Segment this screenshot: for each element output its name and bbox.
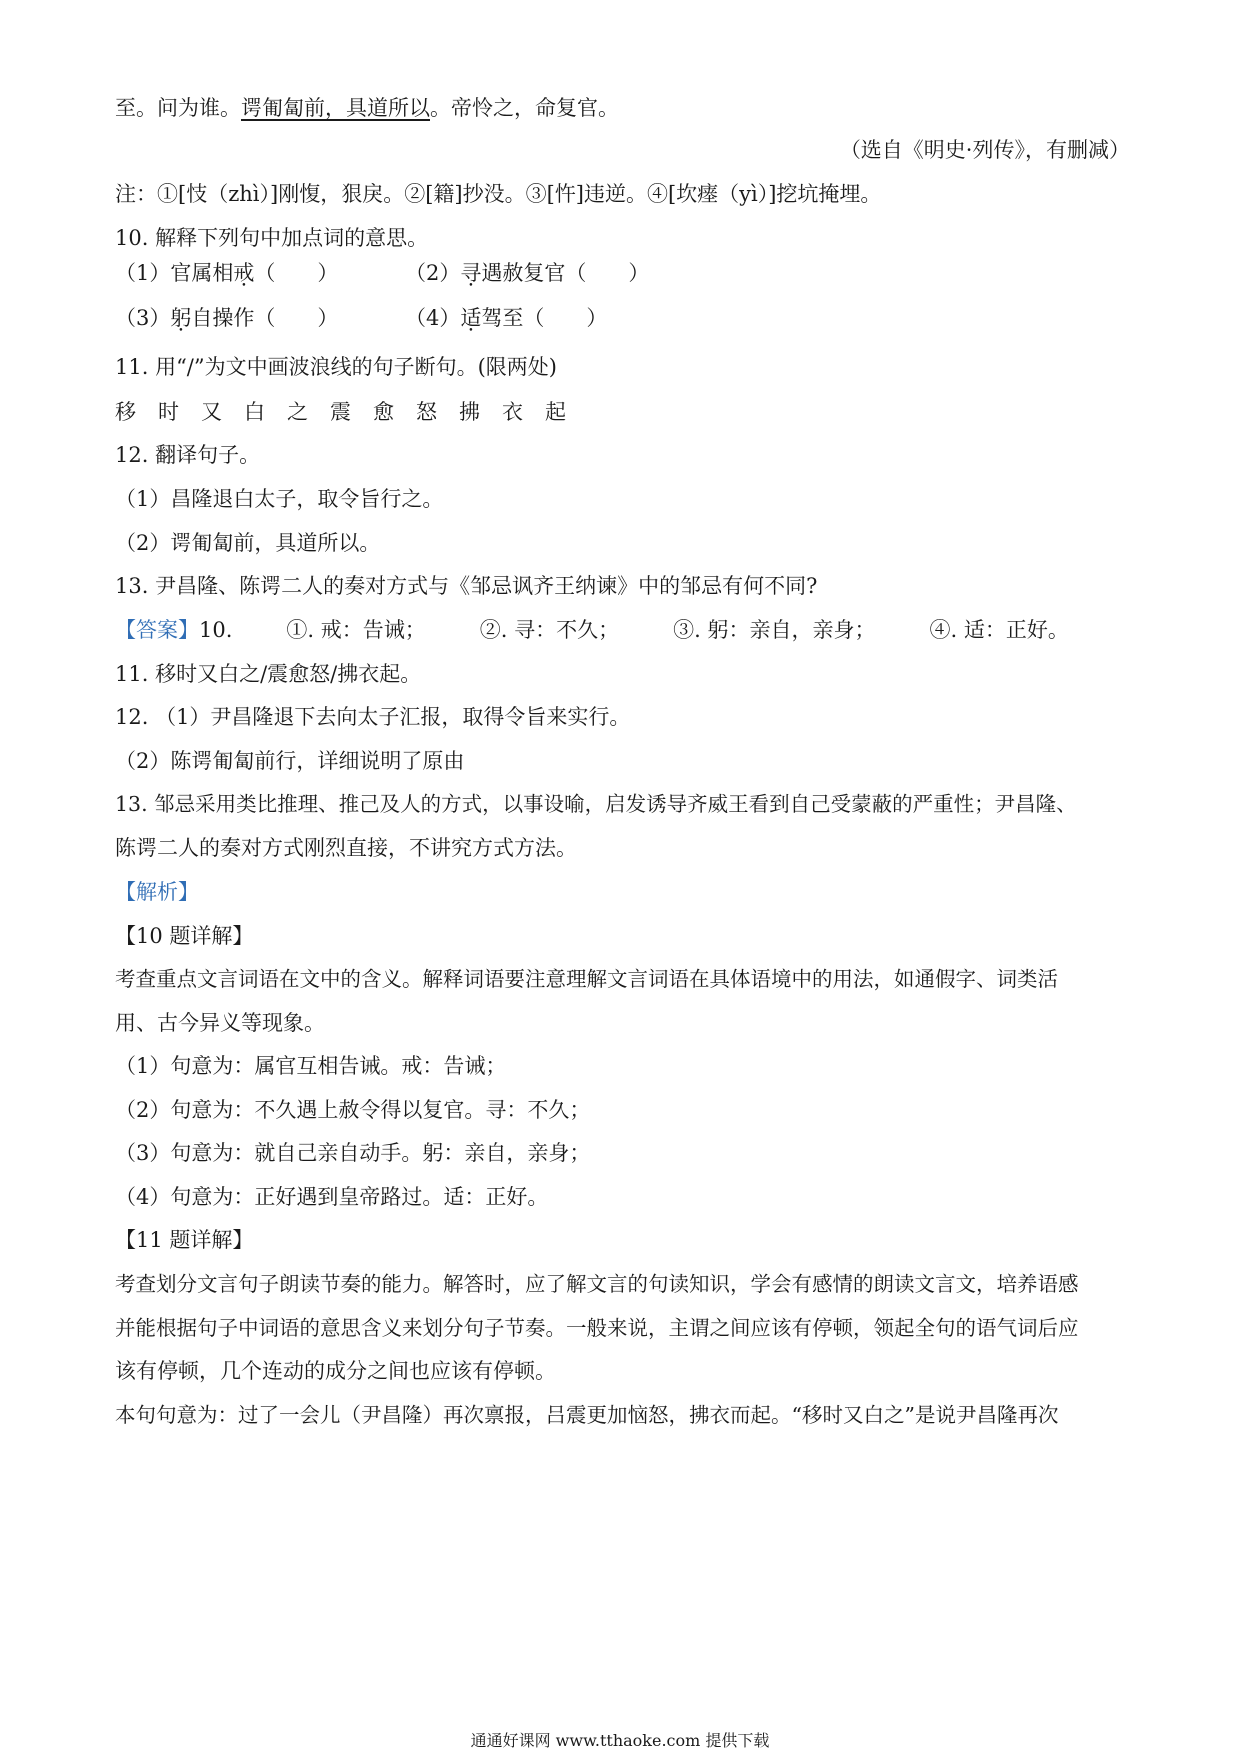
- passage-line: [115, 93, 1130, 123]
- detail-10-2: （2）句意为：不久遇上赦令得以复官。寻：不久；: [115, 1098, 591, 1122]
- question-12-2: （2）谔匍匐前，具道所以。: [115, 531, 381, 555]
- question-10-row-1: [115, 258, 1130, 288]
- dotted-word: 躬: [170, 306, 192, 330]
- notes: 注：①[忮（zhì）]刚愎，狠戾。②[籍]抄没。③[忤]违逆。④[坎瘗（yì）]挖坑掩埋。: [115, 182, 882, 206]
- question-11: 11. 用“/”为文中画波浪线的句子断句。(限两处): [115, 355, 558, 379]
- question-13: 13. 尹昌隆、陈谔二人的奏对方式与《邹忌讽齐王纳谏》中的邹忌有何不同?: [115, 574, 818, 598]
- detail-10-heading: 【10 题详解】: [115, 924, 254, 948]
- char: 愈: [373, 400, 394, 424]
- char: 移: [115, 400, 136, 424]
- detail-10-line-1: 考查重点文言词语在文中的含义。解释词语要注意理解文言词语在具体语境中的用法，如通假字、词类活: [115, 967, 1058, 991]
- question-10-row-2: [115, 303, 1130, 333]
- underlined-sentence: 谔匍匐前，具道所以: [241, 96, 430, 120]
- text: （1）官属相: [115, 261, 234, 285]
- answer-tag: 【答案】: [115, 618, 199, 642]
- source-citation: （选自《明史·列传》，有删减）: [839, 138, 1130, 162]
- text: 遇赦复官（ ）: [481, 261, 650, 285]
- detail-10-1: （1）句意为：属官互相告诫。戒：告诫；: [115, 1054, 507, 1078]
- dotted-word: 寻: [460, 261, 482, 285]
- text: ①. 戒：告诫；: [286, 618, 426, 642]
- char: 之: [287, 400, 308, 424]
- char: 时: [158, 400, 179, 424]
- answer-13-line-2: 陈谔二人的奏对方式刚烈直接，不讲究方式方法。: [115, 836, 577, 860]
- detail-11-line-1: 考查划分文言句子朗读节奏的能力。解答时，应了解文言的句读知识，学会有感情的朗读文言文，培养语感: [115, 1272, 1079, 1296]
- dotted-word: 戒: [233, 261, 255, 285]
- text: ③. 躬：亲自，亲身；: [673, 618, 876, 642]
- text: ④. 适：正好。: [929, 618, 1069, 642]
- char: 怒: [416, 400, 437, 424]
- char: 白: [244, 400, 265, 424]
- text: 至。问为谁。: [115, 96, 241, 120]
- text: （4）: [405, 306, 461, 330]
- answer-13-line-1: 13. 邹忌采用类比推理、推己及人的方式，以事设喻，启发诱导齐威王看到自己受蒙蔽的严重性；尹昌隆、: [115, 792, 1077, 816]
- char: 又: [201, 400, 222, 424]
- answer-10: [115, 615, 1130, 645]
- question-12-1: （1）昌隆退白太子，取令旨行之。: [115, 487, 444, 511]
- question-10: 10. 解释下列句中加点词的意思。: [115, 226, 429, 250]
- answer-12-1: 12. （1）尹昌隆退下去向太子汇报，取得令旨来实行。: [115, 705, 631, 729]
- detail-10-line-2: 用、古今异义等现象。: [115, 1011, 325, 1035]
- text: 驾至（ ）: [481, 306, 608, 330]
- char: 衣: [502, 400, 523, 424]
- dotted-word: 适: [460, 306, 482, 330]
- detail-11-line-3: 该有停顿，几个连动的成分之间也应该有停顿。: [115, 1359, 556, 1383]
- char: 拂: [459, 400, 480, 424]
- text: ②. 寻：不久；: [479, 618, 620, 642]
- question-12: 12. 翻译句子。: [115, 443, 261, 467]
- detail-11-heading: 【11 题详解】: [115, 1228, 254, 1252]
- detail-11-line-2: 并能根据句子中词语的意思含义来划分句子节奏。一般来说，主谓之间应该有停顿，领起全句的语气词后应: [115, 1316, 1079, 1340]
- detail-11-line-4: 本句句意为：过了一会儿（尹昌隆）再次禀报，吕震更加恼怒，拂衣而起。“移时又白之”是说尹昌隆再次: [115, 1403, 1059, 1427]
- text: 自操作（ ）: [191, 306, 339, 330]
- text: （2）: [405, 261, 461, 285]
- question-11-characters: [115, 397, 1130, 427]
- analysis-tag: 【解析】: [115, 880, 199, 904]
- text: （ ）: [254, 261, 339, 285]
- text: 10.: [199, 618, 233, 642]
- answer-12-2: （2）陈谔匍匐前行，详细说明了原由: [115, 749, 465, 773]
- char: 震: [330, 400, 351, 424]
- answer-11: 11. 移时又白之/震愈怒/拂衣起。: [115, 662, 422, 686]
- text: 。帝怜之，命复官。: [430, 96, 619, 120]
- detail-10-3: （3）句意为：就自己亲自动手。躬：亲自，亲身；: [115, 1141, 591, 1165]
- char: 起: [545, 400, 566, 424]
- text: （3）: [115, 306, 171, 330]
- page-footer: 通通好课网 www.tthaoke.com 提供下载: [470, 1731, 770, 1750]
- detail-10-4: （4）句意为：正好遇到皇帝路过。适：正好。: [115, 1185, 549, 1209]
